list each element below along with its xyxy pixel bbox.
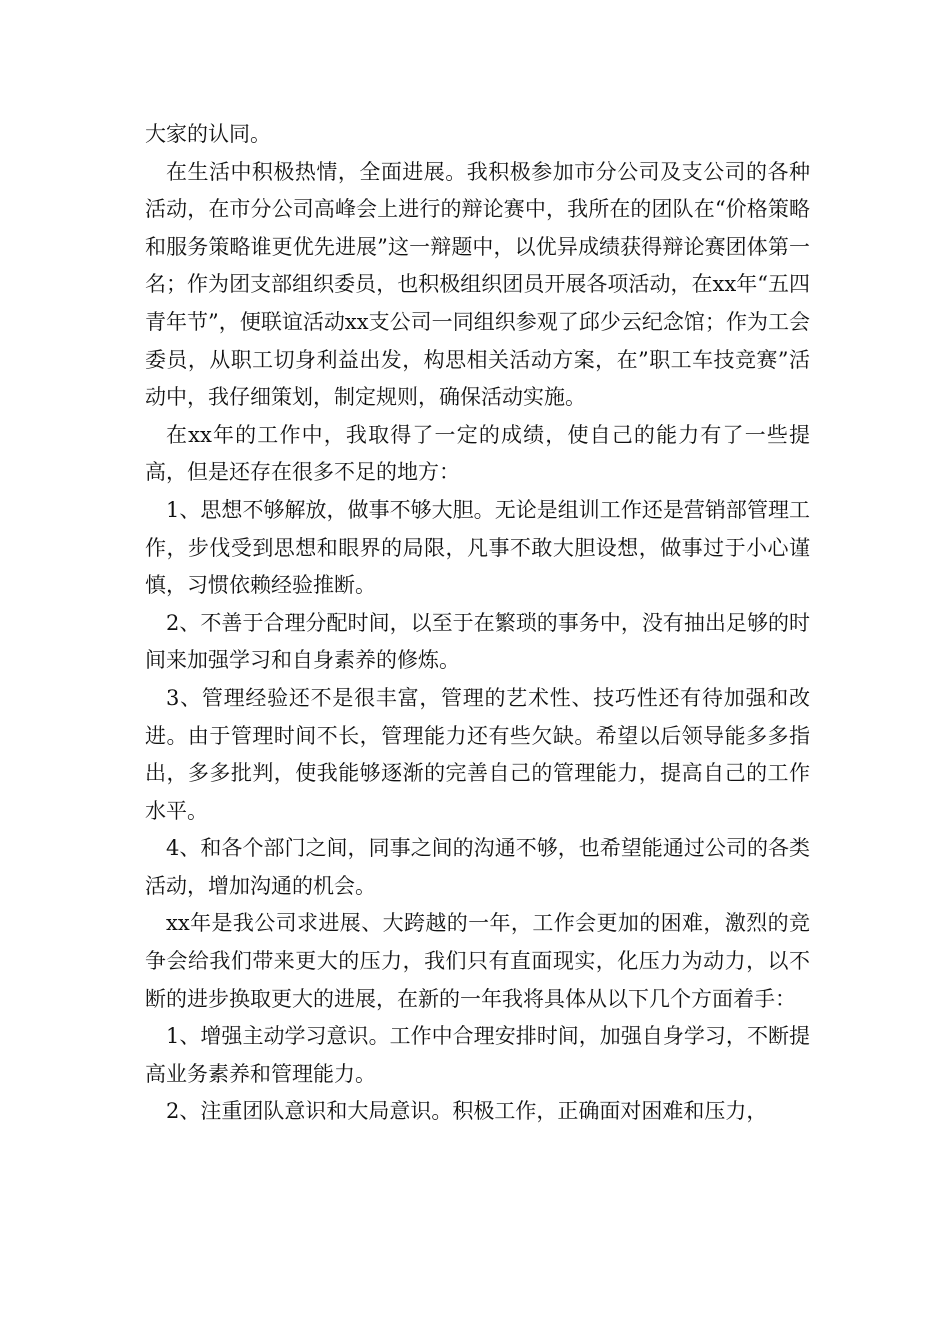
list-item-shortcoming-2: 2、不善于合理分配时间，以至于在繁琐的事务中，没有抽出足够的时间来加强学习和自身素养的修炼。 (145, 610, 810, 673)
paragraph-plan-intro: xx年是我公司求进展、大跨越的一年，工作会更加的困难，激烈的竞争会给我们带来更大的压力，我们只有直面现实，化压力为动力，以不断的进步换取更大的进展，在新的一年我将具体从以下几个方面着手： (145, 911, 810, 1011)
paragraph-3: 在xx年的工作中，我取得了一定的成绩，使自己的能力有了一些提高，但是还存在很多不足的地方： (145, 422, 810, 485)
list-item-shortcoming-4: 4、和各个部门之间，同事之间的沟通不够，也希望能通过公司的各类活动，增加沟通的机会。 (145, 836, 810, 898)
list-item-plan-2: 2、注重团队意识和大局意识。积极工作，正确面对困难和压力， (166, 1099, 768, 1124)
document-body (145, 116, 810, 1131)
list-item-shortcoming-1: 1、思想不够解放，做事不够大胆。无论是组训工作还是营销部管理工作，步伐受到思想和眼界的局限，凡事不敢大胆设想，做事过于小心谨慎，习惯依赖经验推断。 (145, 497, 810, 598)
list-item-plan-1: 1、增强主动学习意识。工作中合理安排时间，加强自身学习，不断提高业务素养和管理能力。 (145, 1024, 810, 1086)
list-item-shortcoming-3: 3、管理经验还不是很丰富，管理的艺术性、技巧性还有待加强和改进。由于管理时间不长，管理能力还有些欠缺。希望以后领导能多多指出，多多批判，使我能够逐渐的完善自己的管理能力，提高自己的工作水平。 (145, 685, 810, 823)
paragraph-1: 大家的认同。 (145, 122, 271, 146)
paragraph-2: 在生活中积极热情，全面进展。我积极参加市分公司及支公司的各种活动，在市分公司高峰会上进行的辩论赛中，我所在的团队在“价格策略和服务策略谁更优先进展”这一辩题中，以优异成绩获得辩论赛团体第一名；作为团支部组织委员，也积极组织团员开展各项活动，在xx年“五四青年节”，便联谊活动xx支公司一同组织参观了邱少云纪念馆；作为工会委员，从职工切身利益出发，构思相关活动方案，在”职工车技竞赛”活动中，我仔细策划，制定规则，确保活动实施。 (145, 159, 810, 410)
